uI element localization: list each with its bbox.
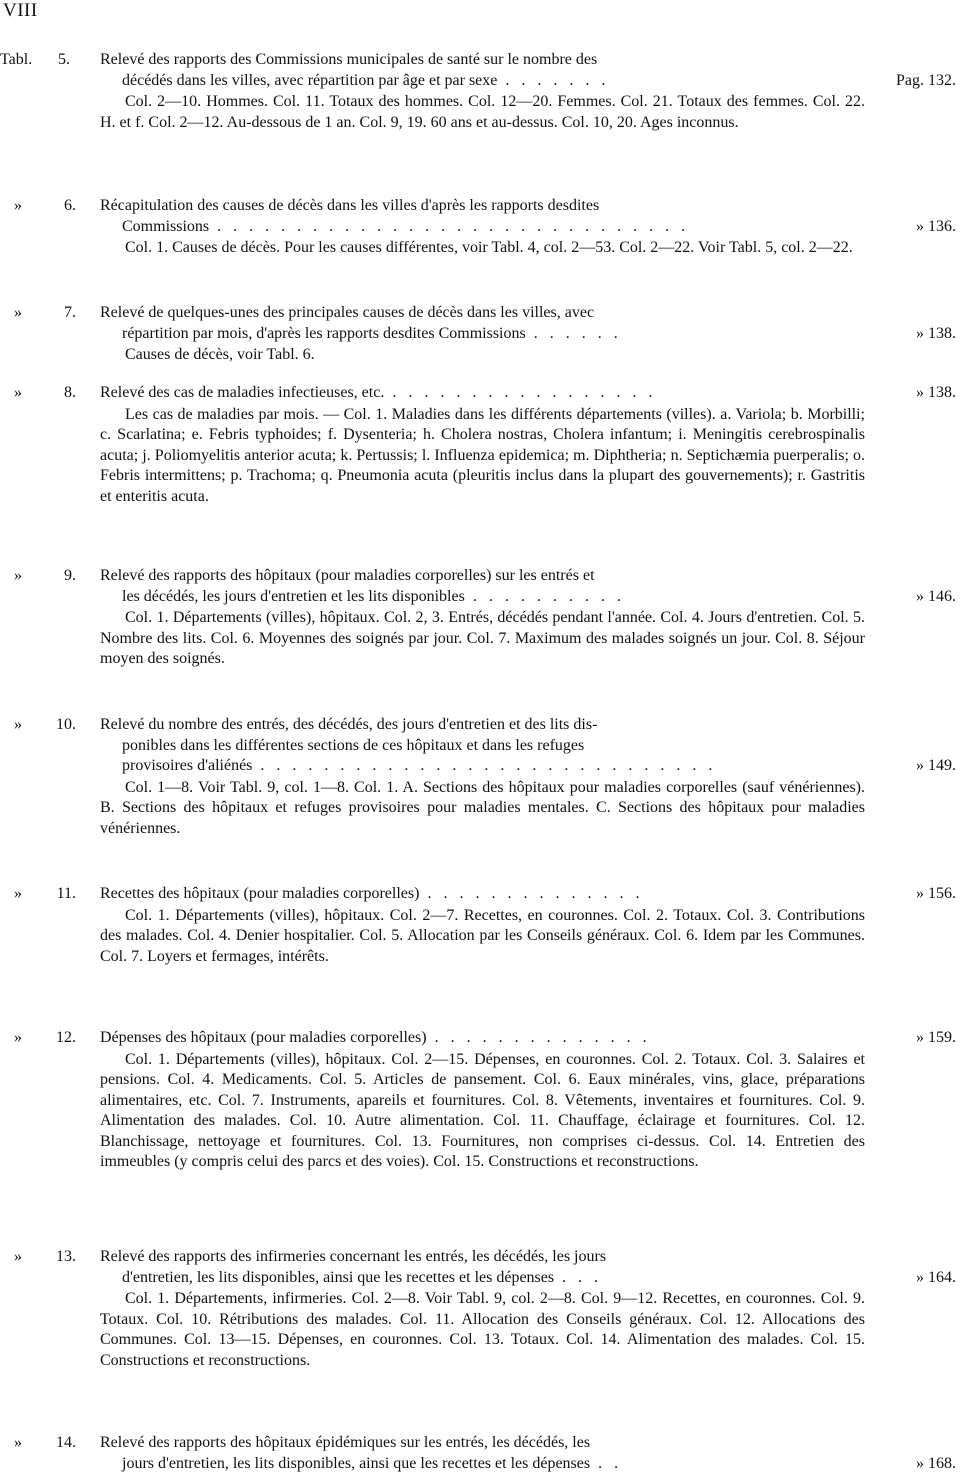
entry-title-line [100,324,870,345]
table-number: 7. [64,304,76,321]
table-prefix: » [14,885,22,902]
entry-title-text: d'entretien, les lits disponibles, ainsi que les recettes et les dépenses [122,1268,555,1286]
entry-title-text: Récapitulation des causes de décès dans les villes d'après les rapports desdites [100,197,600,214]
entry-body [100,884,870,905]
leader-dots: . . . . . . . [497,71,610,89]
entry-body [100,1433,870,1474]
entry-description: Col. 1. Départements (villes), hôpitaux. Col. 2—7. Recettes, en couronnes. Col. 2. Totaux. Col. 3. Contributions des malades. Col. 4. Denier hospitalier. Col. 5. Allocation par les Conseils généraux. Col. 6. Idem par les Communes. Col. 7. Loyers et fermages, intérêts. [100,906,865,965]
entry-title-text: Relevé du nombre des entrés, des décédés, des jours d'entretien et des lits dis- [100,716,598,733]
entry-description: Col. 1. Départements (villes), hôpitaux. Col. 2—15. Dépenses, en couronnes. Col. 2. Totaux. Col. 3. Salaires et pensions. Col. 4. Medicaments. Col. 5. Articles de pansement. Col. 6. Eaux minérales, vins, glace, préparations alimentaires, etc. Col. 7. Instruments, apareils et fournitures. Col. 8. Vêtements, inventaires et fournitures. Col. 9. Alimentation des malades. Col. 10. Autre alimentation. Col. 11. Chauffage, éclairage et fournitures. Col. 12. Blanchissage, nettoyage et fournitures. Col. 13. Fournitures, non comprises ci-dessus. Col. 14. Entretien des immeubles (y compris celui des parcs et des voies). Col. 15. Constructions et reconstructions. [100,1050,865,1170]
entry-page-ref: » 164. [916,1268,956,1286]
entry-page-ref: » 138. [916,324,956,342]
entry-body [100,1028,870,1049]
entry-title-line [100,1028,870,1049]
table-prefix: » [14,567,22,584]
entry-title-line [100,756,870,777]
entry-body [100,566,870,607]
entry-title-line [100,1268,870,1289]
table-prefix: » [14,1029,22,1046]
entry-title-line [100,217,870,238]
table-number: 8. [64,384,76,401]
entry-description: Col. 1. Départements, infirmeries. Col. 2—8. Voir Tabl. 9, col. 2—8. Col. 9—12. Recettes, en couronnes. Col. 9. Totaux. Col. 10. Rétributions des malades. Col. 11. Allocation des Conseils généraux. Col. 12. Allocations des Communes. Col. 13—15. Dépenses, en couronnes. Col. 13. Totaux. Col. 14. Alimentation des malades. Col. 15. Constructions et reconstructions. [100,1290,865,1369]
entry-title-text: les décédés, les jours d'entretien et les lits disponibles [122,587,465,605]
entry-page-ref: » 156. [916,885,956,902]
entry-title-text: Relevé des rapports des hôpitaux (pour maladies corporelles) sur les entrés et [100,567,595,584]
entry-page-ref: » 168. [916,1454,956,1472]
entry-body [100,303,870,344]
leader-dots: . . . . . . [525,324,622,342]
entry-title-text: décédés dans les villes, avec répartition par âge et par sexe [122,71,498,89]
table-number: 13. [56,1248,76,1265]
leader-dots: . . . [554,1268,603,1286]
entry-title-line [100,1247,870,1268]
entry-title-line [100,587,870,608]
table-prefix: » [14,1434,22,1451]
entry-body [100,715,870,777]
leader-dots: . . . . . . . . . . . . . . . . . . . . . . . . . . . . . [252,757,717,774]
table-prefix: Tabl. [0,51,33,68]
table-number: 5. [58,51,70,68]
table-number: 9. [64,567,76,584]
entry-description: Causes de décès, voir Tabl. 6. [125,346,315,363]
entry-title-text: Relevé des rapports des infirmeries concernant les entrés, les décédés, les jours [100,1248,607,1265]
entry-body [100,196,870,237]
table-prefix: » [14,716,22,733]
table-prefix: » [14,384,22,401]
entry-title-line [100,566,870,587]
leader-dots: . . . . . . . . . . . . . . [419,885,644,902]
entry-title-text: Dépenses des hôpitaux (pour maladies corporelles) [100,1029,427,1046]
entry-title-text: jours d'entretien, les lits disponibles, ainsi que les recettes et les dépenses [122,1454,591,1472]
entry-title-line [100,71,870,92]
entry-title-line [100,884,870,905]
table-number: 10. [56,716,76,733]
entry-title-text: Relevé des rapports des Commissions municipales de santé sur le nombre des [100,51,598,68]
entry-title-text: Relevé des cas de maladies infectieuses, etc. [100,384,385,401]
entry-title-line [100,303,870,324]
entry-title-line [100,196,870,217]
entry-title-line [100,715,870,736]
table-number: 11. [56,885,76,902]
entry-title-text: ponibles dans les différentes sections de ces hôpitaux et dans les refuges [122,736,585,754]
leader-dots: . . . . . . . . . . [464,587,625,605]
entry-page-ref: » 138. [916,384,956,401]
page-number: VIII [3,0,38,21]
entry-title-text: Commissions [122,217,210,235]
leader-dots: . . . . . . . . . . . . . . . . . [384,384,657,401]
entry-page-ref: Pag. 132. [896,71,956,89]
entry-description: Col. 1. Causes de décès. Pour les causes différentes, voir Tabl. 4, col. 2—53. Col. 2—22. Voir Tabl. 5, col. 2—22. [125,239,853,256]
entry-body [100,50,870,91]
table-number: 14. [56,1434,76,1451]
entry-description: Col. 2—10. Hommes. Col. 11. Totaux des hommes. Col. 12—20. Femmes. Col. 21. Totaux des femmes. Col. 22. H. et f. Col. 2—12. Au-dessous de 1 an. Col. 9, 19. 60 ans et au-dessus. Col. 10, 20. Ages inconnus. [100,93,865,131]
entry-title-text: Relevé des rapports des hôpitaux épidémiques sur les entrés, les décédés, les [100,1434,591,1451]
leader-dots: . . . . . . . . . . . . . . [426,1029,651,1046]
entry-title-text: répartition par mois, d'après les rapports desdites Commissions [122,324,526,342]
entry-title-line [100,1454,870,1475]
entry-title-line [100,50,870,71]
entry-description: Les cas de maladies par mois. — Col. 1. Maladies dans les différents départements (villes). a. Variola; b. Morbilli; c. Scarlatina; e. Febris typhoides; f. Dysenteria; h. Cholera nostras, Cholera infantum; i. Meningitis cerebrospinalis acuta; j. Poliomyelitis anterior acuta; k. Pertussis; l. Influenza epidemica; m. Diphtheria; n. Septichæmia puerperalis; o. Febris intermittens; p. Trachoma; q. Pneumonia acuta (pleuritis inclus dans la plupart des gouvernements); r. Gastritis et enteritis acuta. [100,405,865,505]
leader-dots: . . [590,1454,623,1472]
table-prefix: » [14,1248,22,1265]
entry-title-line [100,736,870,757]
entry-page-ref: » 136. [916,217,956,235]
entry-title-text: provisoires d'aliénés [122,757,253,774]
table-number: 12. [56,1029,76,1046]
entry-title-line [100,383,870,404]
table-prefix: » [14,304,22,321]
leader-dots: . . . . . . . . . . . . . . . . . . . . . . . . . . . . . . [209,217,690,235]
entry-body [100,383,870,404]
entry-title-text: Relevé de quelques-unes des principales causes de décès dans les villes, avec [100,304,595,321]
entry-page-ref: » 159. [916,1029,956,1046]
entry-title-line [100,1433,870,1454]
table-prefix: » [14,197,22,214]
entry-description: Col. 1. Départements (villes), hôpitaux. Col. 2, 3. Entrés, décédés pendant l'année. Col. 4. Jours d'entretien. Col. 5. Nombre des lits. Col. 6. Moyennes des soignés par jour. Col. 7. Maximum des malades soignés un jour. Col. 8. Séjour moyen des soignés. [100,609,865,667]
entry-page-ref: » 146. [916,587,956,605]
table-number: 6. [64,197,76,214]
entry-title-text: Recettes des hôpitaux (pour maladies corporelles) [100,885,420,902]
entry-page-ref: » 149. [916,757,956,774]
entry-body [100,1247,870,1288]
entry-description: Col. 1—8. Voir Tabl. 9, col. 1—8. Col. 1. A. Sections des hôpitaux pour maladies corporelles (sauf vénériennes). B. Sections des hôpitaux et refuges provisoires pour maladies mentales. C. Sections des hôpitaux pour maladies vénériennes. [100,778,865,837]
